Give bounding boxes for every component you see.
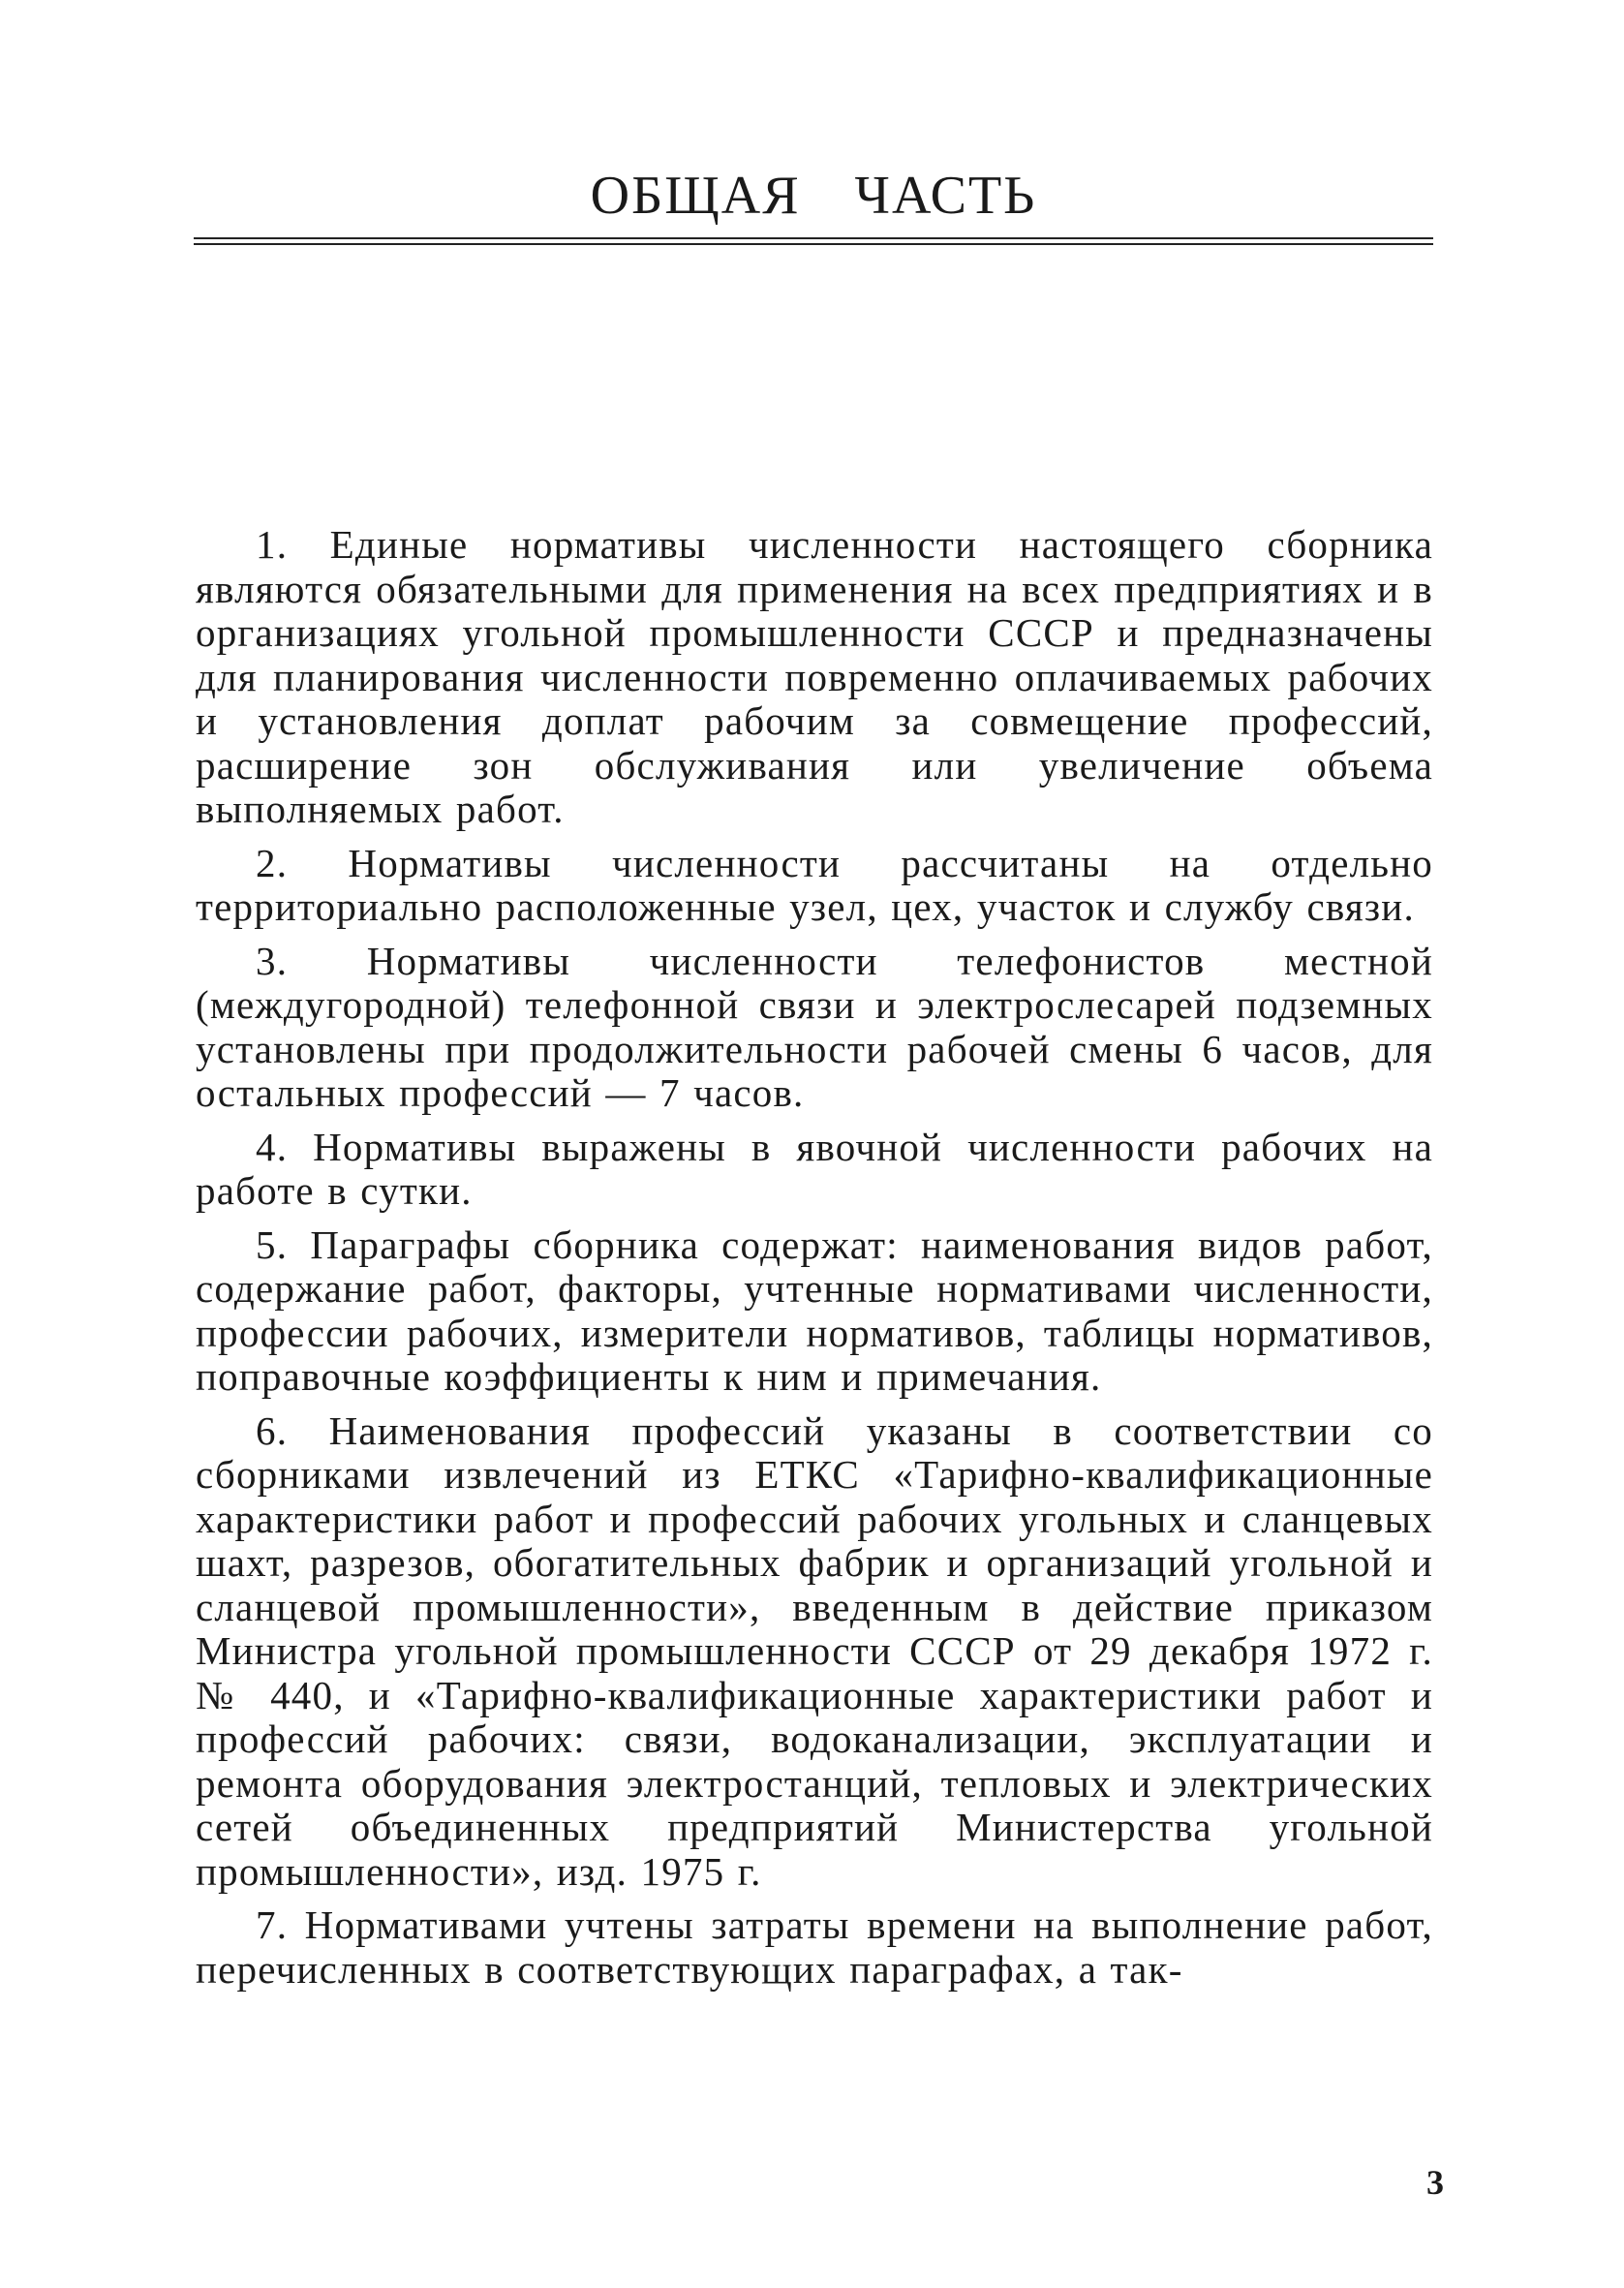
- title-underline-divider: [194, 237, 1433, 247]
- body-text: [196, 523, 1433, 2001]
- paragraph-4: 4. Нормативы выражены в явочной численности рабочих на работе в сутки.: [196, 1124, 1433, 1213]
- paragraph-5: 5. Параграфы сборника содержат: наименования видов работ, содержание работ, факторы, учтенные нормативами численности, профессии рабочих, измерители нормативов, таблицы нормативов, поправочные коэффициенты к ним и примечания.: [196, 1221, 1433, 1399]
- paragraph-2: 2. Нормативы численности рассчитаны на отдельно территориально расположенные узел, цех, участок и службу связи.: [196, 840, 1433, 929]
- paragraph-3: 3. Нормативы численности телефонистов местной (междугородной) телефонной связи и электрослесарей подземных установлены при продолжительности рабочей смены 6 часов, для остальных профессий — 7 часов.: [196, 938, 1433, 1115]
- divider-line-top: [194, 237, 1433, 239]
- page-number: 3: [1426, 2163, 1444, 2202]
- page-title: ОБЩАЯ ЧАСТЬ: [590, 166, 1037, 226]
- paragraph-7: 7. Нормативами учтены затраты времени на выполнение работ, перечисленных в соответствующих параграфах, а так-: [196, 1902, 1433, 1992]
- paragraph-1: 1. Единые нормативы численности настоящего сборника являются обязательными для применения на всех предприятиях и в организациях угольной промышленности СССР и предназначены для планирования численности повременно оплачиваемых рабочих и установления доплат рабочим за совмещение профессий, расширение зон обслуживания или увеличение объема выполняемых работ.: [196, 522, 1433, 831]
- divider-line-bottom: [194, 243, 1433, 245]
- paragraph-6: 6. Наименования профессий указаны в соответствии со сборниками извлечений из ЕТКС «Тарифно-квалификационные характеристики работ и профессий рабочих угольных и сланцевых шахт, разрезов, обогатительных фабрик и организаций угольной и сланцевой промышленности», введенным в действие приказом Министра угольной промышленности СССР от 29 декабря 1972 г. № 440, и «Тарифно-квалификационные характеристики работ и профессий рабочих: связи, водоканализации, эксплуатации и ремонта оборудования электростанций, тепловых и электрических сетей объединенных предприятий Министерства угольной промышленности», изд. 1975 г.: [196, 1407, 1433, 1894]
